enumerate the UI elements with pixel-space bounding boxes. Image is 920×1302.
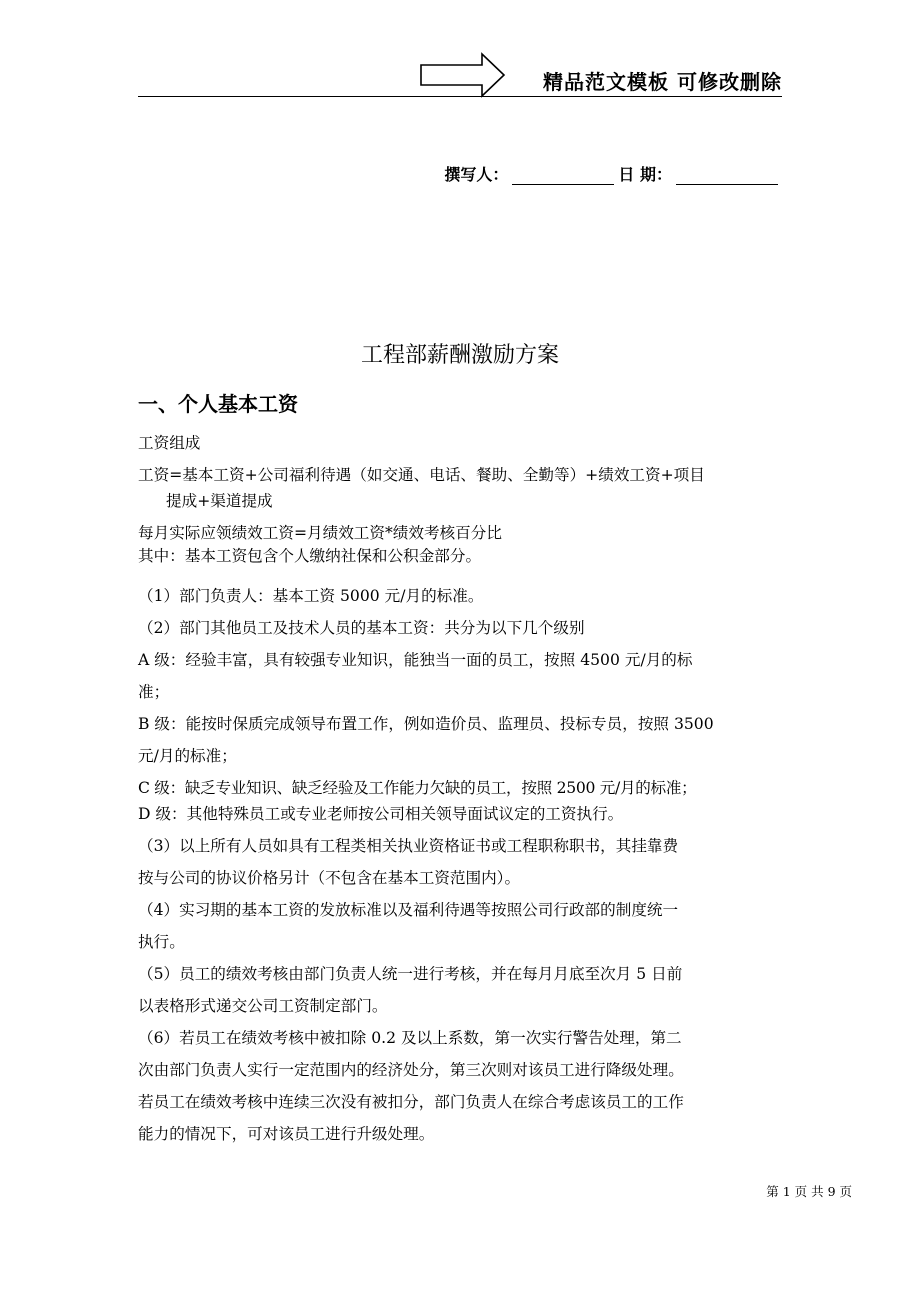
- date-label: 日 期：: [618, 165, 672, 184]
- grade-d: D 级：其他特殊员工或专业老师按公司相关领导面试议定的工资执行。: [138, 805, 624, 823]
- page-number: 第 1 页 共 9 页: [766, 1184, 852, 1199]
- item-5-cont: 以表格形式递交公司工资制定部门。: [138, 997, 388, 1015]
- item-3: （3）以上所有人员如具有工程类相关执业资格证书或工程职称职书，其挂靠费: [138, 837, 679, 855]
- document-title: 工程部薪酬激励方案: [360, 343, 559, 368]
- item-6-cont: 次由部门负责人实行一定范围内的经济处分，第三次则对该员工进行降级处理。: [138, 1061, 684, 1079]
- signature-line: [444, 162, 782, 185]
- item-5: （5）员工的绩效考核由部门负责人统一进行考核，并在每月月底至次月 5 日前: [138, 965, 683, 983]
- section-heading: 一、个人基本工资: [138, 392, 298, 416]
- item-6: （6）若员工在绩效考核中被扣除 0.2 及以上系数，第一次实行警告处理，第二: [138, 1029, 682, 1047]
- item-4-cont: 执行。: [138, 933, 185, 951]
- item-3-cont: 按与公司的协议价格另计（不包含在基本工资范围内）。: [138, 869, 521, 887]
- item-2: （2）部门其他员工及技术人员的基本工资：共分为以下几个级别: [138, 619, 585, 637]
- composition-line: 工资组成: [138, 434, 201, 452]
- grade-b-cont: 元/月的标准；: [138, 747, 237, 765]
- note-line: 其中：基本工资包含个人缴纳社保和公积金部分。: [138, 547, 482, 565]
- author-blank[interactable]: [512, 167, 614, 185]
- item-1: （1）部门负责人：基本工资 5000 元/月的标准。: [138, 587, 484, 605]
- grade-b: B 级：能按时保质完成领导布置工作，例如造价员、监理员、投标专员，按照 3500: [138, 715, 714, 733]
- formula-line-cont: 提成+渠道提成: [166, 492, 273, 510]
- arrow-right-icon: [420, 52, 506, 98]
- date-blank[interactable]: [676, 167, 778, 185]
- monthly-line: 每月实际应领绩效工资=月绩效工资*绩效考核百分比: [138, 524, 502, 542]
- grade-c: C 级：缺乏专业知识、缺乏经验及工作能力欠缺的员工，按照 2500 元/月的标准；: [138, 779, 697, 797]
- grade-a-cont: 准；: [138, 683, 170, 701]
- grade-a: A 级：经验丰富，具有较强专业知识，能独当一面的员工，按照 4500 元/月的标: [138, 651, 693, 669]
- item-6-cont-3: 能力的情况下，可对该员工进行升级处理。: [138, 1125, 435, 1143]
- item-6-cont-2: 若员工在绩效考核中连续三次没有被扣分，部门负责人在综合考虑该员工的工作: [138, 1093, 684, 1111]
- document-body: [138, 430, 784, 1147]
- author-label: 撰写人：: [444, 165, 509, 184]
- header-banner: 精品范文模板 可修改删除: [543, 70, 782, 94]
- header-divider: [138, 96, 782, 97]
- item-4: （4）实习期的基本工资的发放标准以及福利待遇等按照公司行政部的制度统一: [138, 901, 679, 919]
- formula-line: 工资=基本工资+公司福利待遇（如交通、电话、餐助、全勤等）+绩效工资+项目: [138, 466, 705, 484]
